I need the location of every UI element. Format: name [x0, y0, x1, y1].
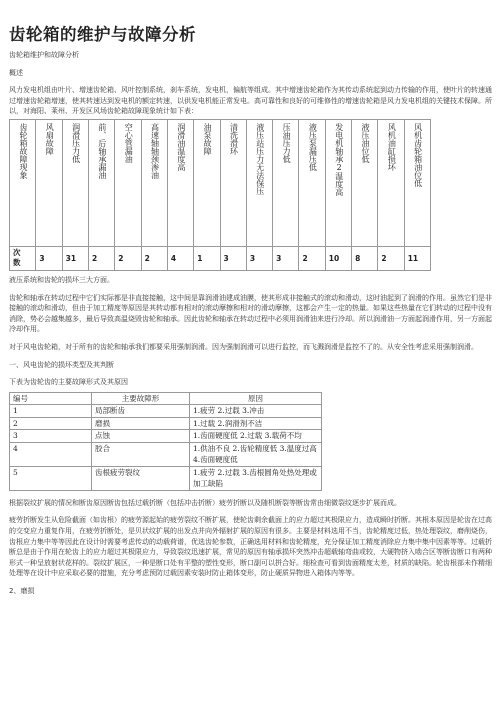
row-type: 磨损: [92, 417, 190, 430]
fault-header-cell: 风扇故障: [36, 119, 62, 246]
row-type: 齿根疲劳裂纹: [92, 466, 190, 490]
intro-paragraph: 风力发电机组由叶片、增速齿轮箱、风叶控制系统，刹车系统，发电机，偏航等组成。其中增速齿轮箱作为其传动系统起到动力传输的作用，使叶片的转速通过增速齿轮箱增速，使其转速达到发电机的额定转速，以供发电机能正常发电。高可靠性和良好的可维修性的增速齿轮箱是风力发电机组的关键技术保障。所以，对海阳、莱州、开发区风场齿轮箱故障现象统计如下表：: [9, 86, 492, 116]
count-cell: 2: [115, 246, 141, 270]
header-cause: 原因: [190, 392, 322, 405]
fault-header-cell: 润滑油温度高: [167, 119, 193, 246]
count-cell: 1: [194, 246, 220, 270]
count-cell: 3: [273, 246, 299, 270]
fault-header-cell: 液压泵漏压低: [299, 119, 325, 246]
section-heading-1: 一、风电齿轮的损坏类型及其判断: [9, 360, 114, 369]
row-cause: 1.过载 2.润滑剂不洁: [190, 417, 322, 430]
row-type: 点蚀: [92, 430, 190, 443]
count-cell: 3: [246, 246, 272, 270]
count-cell: 2: [378, 246, 404, 270]
crack-paragraph: 根据裂纹扩展的情况和断齿原因断齿包括过载折断（包括冲击折断）疲劳折断以及随机断裂等断齿常由细微裂纹逐步扩展而成。: [9, 498, 401, 507]
fault-count-row: [10, 246, 431, 270]
table-row: [10, 466, 322, 490]
fault-header-cell: 前、后轴承漏油: [88, 119, 114, 246]
fault-header-cell: 油泵故障: [194, 119, 220, 246]
row-number: 3: [10, 430, 92, 443]
row-number: 1: [10, 405, 92, 418]
count-cell: 3: [36, 246, 62, 270]
fault-header-cell: 液压油位低: [352, 119, 378, 246]
summary-line: 液压系统和齿轮的损坏三大方面。: [9, 275, 114, 284]
fault-header-cell: 风机油缸损坏: [378, 119, 404, 246]
fault-header-cell: 风机齿轮箱油位低: [404, 119, 430, 246]
failure-cause-table: [9, 392, 322, 491]
count-cell: 8: [352, 246, 378, 270]
count-cell: 2: [88, 246, 114, 270]
fault-header-cell: 高速轴轴颈渗油: [141, 119, 167, 246]
fault-statistics-table: [9, 119, 431, 271]
count-cell: 3: [220, 246, 246, 270]
forced-lubrication-paragraph: 对于风电齿轮箱，对于所有的齿轮和轴承我们都要采用强制润滑。因为强制润滑可以进行监控，而飞溅润滑是监控不了的。从安全性考虑采用强制润滑。: [9, 342, 478, 351]
row-number: 5: [10, 466, 92, 490]
count-cell: 11: [404, 246, 430, 270]
page-title: 齿轮箱的维护与故障分析: [9, 25, 196, 44]
lubrication-paragraph: 齿轮和轴承在转动过程中它们实际都是非直接接触，这中间是靠润滑油建成油膜，使其形成非接触式的滚动和滑动，这时油起到了润滑的作用。虽然它们是非接触的滚动和滑动，但由于加工精度等原因是其转动都有相对的滚动摩擦和相对的滑动摩擦，这都会产生一定的热量。如果这些热量在它们转动的过程中没有消除，势必会越集越多，最后导致高温烧毁齿轮和轴承。因此齿轮和轴承在转动过程中必须用润滑油来进行冷却。所以润滑油一方面起润滑作用，另一方面起冷却作用。: [9, 293, 492, 334]
fault-header-cell: 齿轮箱故障现象: [10, 119, 36, 246]
count-row-label: 次数: [10, 246, 36, 270]
table-row: [10, 417, 322, 430]
cause-table-header: [10, 392, 322, 405]
fault-header-cell: 润滑压力低: [62, 119, 88, 246]
header-type: 主要故障形: [92, 392, 190, 405]
row-cause: 1.供油不良 2.齿轮精度低 3.温度过高 4.齿面硬度低: [190, 442, 322, 466]
count-cell: 2: [141, 246, 167, 270]
header-number: 编号: [10, 392, 92, 405]
fault-header-cell: 液压站压力无法保压: [246, 119, 272, 246]
section-heading-2: 2、磨损: [9, 586, 35, 595]
row-cause: 1.疲劳 2.过载 3.齿根圆角处热处理或加工缺陷: [190, 466, 322, 490]
row-cause: 1.齿面硬度低 2.过载 3.载荷不均: [190, 430, 322, 443]
fault-header-cell: 清洗滑环: [220, 119, 246, 246]
row-number: 2: [10, 417, 92, 430]
fault-header-cell: 空心管漏油: [115, 119, 141, 246]
table-row: [10, 442, 322, 466]
fault-header-cell: 发电机轴承2温度高: [325, 119, 351, 246]
overview-heading: 概述: [9, 68, 23, 77]
count-cell: 31: [62, 246, 88, 270]
count-cell: 10: [325, 246, 351, 270]
table-intro: 下表为齿轮齿的主要故障形式及其原因: [9, 378, 128, 387]
count-cell: 2: [299, 246, 325, 270]
row-type: 局部断齿: [92, 405, 190, 418]
row-cause: 1.疲劳 2.过载 3.冲击: [190, 405, 322, 418]
fatigue-paragraph: 疲劳折断发生从危险截面（如齿根）的疲劳源起始的疲劳裂纹不断扩展，使轮齿剩余截面上的应力超过其极限应力，造成瞬时折断。其根本原因是轮齿在过高的交变应力重复作用，在疲劳折断处，是贝状纹扩展的出发点并向外辐射扩展的原因有很多。主要是材料选用不当，齿轮精度过低，热处理裂纹，磨削烧伤，齿根应力集中等等因此在设计时需要考虑传动的动载荷谱，优选齿轮参数，正确选用材料和齿轮精度，充分保证加工精度消除应力集中集中因素等等。过载折断总是由于作用在轮齿上的应力超过其极限应力，导致裂纹迅速扩展，常见的原因有轴承损坏突然冲击超载轴弯曲或较，大硬物挤入啮合区等断齿断口有两种形式一种呈放射状花样的。裂纹扩展区，一种是断口处有平整的塑性变形，断口副可以拼合好。细检查可看到齿面精度太差，材质的缺陷。轮齿根部未作精细处理等在设计中应采取必要的措施，充分考虑预防过载因素安装时防止箱体变形，防止硬质异物进入箱体内等等。: [9, 516, 492, 578]
row-number: 4: [10, 442, 92, 466]
fault-header-row: [10, 119, 431, 246]
fault-header-cell: 压油压力低: [273, 119, 299, 246]
row-type: 胶合: [92, 442, 190, 466]
subtitle: 齿轮箱维护和故障分析: [9, 51, 79, 59]
table-row: [10, 405, 322, 418]
count-cell: 4: [167, 246, 193, 270]
table-row: [10, 430, 322, 443]
